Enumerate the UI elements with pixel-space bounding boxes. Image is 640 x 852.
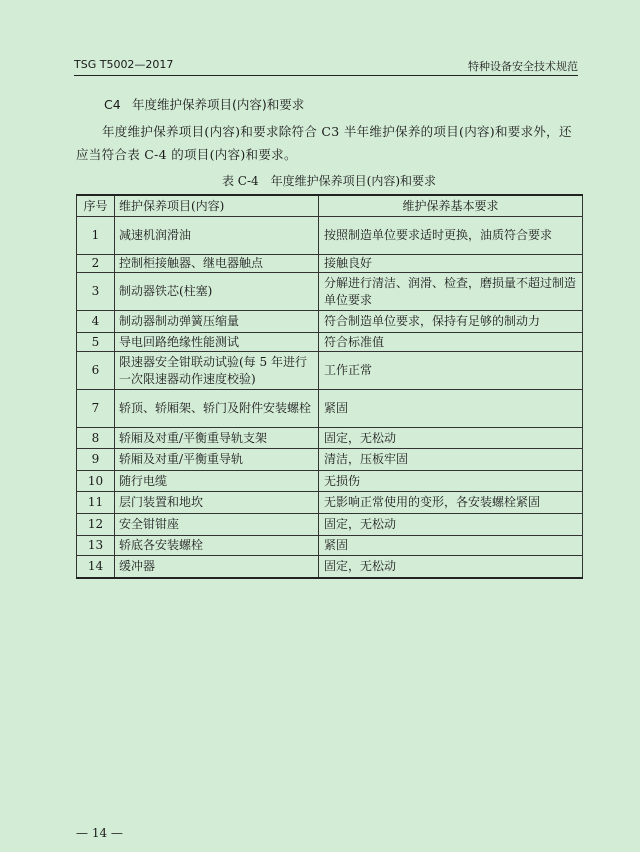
row-requirement: 符合制造单位要求，保持有足够的制动力	[319, 311, 583, 333]
row-requirement: 无影响正常使用的变形，各安装螺栓紧固	[319, 492, 583, 514]
row-requirement: 分解进行清洁、润滑、检查，磨损量不超过制造单位要求	[319, 273, 583, 311]
section-title: 年度维护保养项目(内容)和要求	[131, 97, 305, 112]
table-row	[77, 390, 583, 428]
table-row	[77, 333, 583, 352]
header-item: 维护保养项目(内容)	[115, 195, 319, 217]
row-number: 2	[77, 255, 115, 273]
table-header-row	[77, 195, 583, 217]
row-item: 轿顶、轿厢架、轿门及附件安装螺栓	[115, 390, 319, 428]
maintenance-table	[76, 194, 583, 579]
header-divider	[74, 75, 578, 76]
table-caption: 表 C-4 年度维护保养项目(内容)和要求	[221, 174, 437, 188]
row-number: 4	[77, 311, 115, 333]
row-number: 13	[77, 536, 115, 556]
row-requirement: 固定，无松动	[319, 514, 583, 536]
row-item: 轿厢及对重/平衡重导轨支架	[115, 428, 319, 449]
section-number: C4	[104, 97, 121, 112]
table-row	[77, 428, 583, 449]
section-heading	[104, 95, 304, 113]
header-requirement: 维护保养基本要求	[319, 195, 583, 217]
table-row	[77, 492, 583, 514]
row-number: 6	[77, 352, 115, 390]
row-number: 3	[77, 273, 115, 311]
row-item: 导电回路绝缘性能测试	[115, 333, 319, 352]
table-row	[77, 556, 583, 578]
table-row	[77, 273, 583, 311]
row-item: 制动器铁芯(柱塞)	[115, 273, 319, 311]
row-number: 1	[77, 217, 115, 255]
row-number: 14	[77, 556, 115, 578]
row-number: 8	[77, 428, 115, 449]
row-requirement: 符合标准值	[319, 333, 583, 352]
table-row	[77, 352, 583, 390]
row-number: 10	[77, 471, 115, 492]
row-number: 9	[77, 449, 115, 471]
table-row	[77, 255, 583, 273]
row-number: 5	[77, 333, 115, 352]
row-item: 缓冲器	[115, 556, 319, 578]
row-number: 7	[77, 390, 115, 428]
table-row	[77, 536, 583, 556]
row-item: 随行电缆	[115, 471, 319, 492]
table-row	[77, 217, 583, 255]
row-number: 11	[77, 492, 115, 514]
row-item: 安全钳钳座	[115, 514, 319, 536]
header-doc-code: TSG T5002—2017	[74, 58, 174, 71]
row-requirement: 工作正常	[319, 352, 583, 390]
row-requirement: 紧固	[319, 390, 583, 428]
row-requirement: 固定，无松动	[319, 556, 583, 578]
header-doc-title: 特种设备安全技术规范	[468, 60, 578, 73]
row-item: 层门装置和地坎	[115, 492, 319, 514]
page-number: — 14 —	[76, 826, 123, 840]
row-item: 轿底各安装螺栓	[115, 536, 319, 556]
row-requirement: 固定，无松动	[319, 428, 583, 449]
table-row	[77, 471, 583, 492]
table-row	[77, 311, 583, 333]
row-item: 制动器制动弹簧压缩量	[115, 311, 319, 333]
row-requirement: 紧固	[319, 536, 583, 556]
row-number: 12	[77, 514, 115, 536]
table-row	[77, 514, 583, 536]
row-requirement: 无损伤	[319, 471, 583, 492]
table-body	[77, 217, 583, 578]
row-requirement: 接触良好	[319, 255, 583, 273]
row-item: 控制柜接触器、继电器触点	[115, 255, 319, 273]
section-paragraph: 年度维护保养项目(内容)和要求除符合 C3 半年维护保养的项目(内容)和要求外，还应当符合表 C-4 的项目(内容)和要求。	[76, 124, 572, 162]
header-seq: 序号	[77, 195, 115, 217]
row-requirement: 清洁，压板牢固	[319, 449, 583, 471]
row-item: 减速机润滑油	[115, 217, 319, 255]
page-header	[74, 58, 578, 76]
row-item: 限速器安全钳联动试验(每 5 年进行一次限速器动作速度校验)	[115, 352, 319, 390]
row-requirement: 按照制造单位要求适时更换，油质符合要求	[319, 217, 583, 255]
table-row	[77, 449, 583, 471]
row-item: 轿厢及对重/平衡重导轨	[115, 449, 319, 471]
